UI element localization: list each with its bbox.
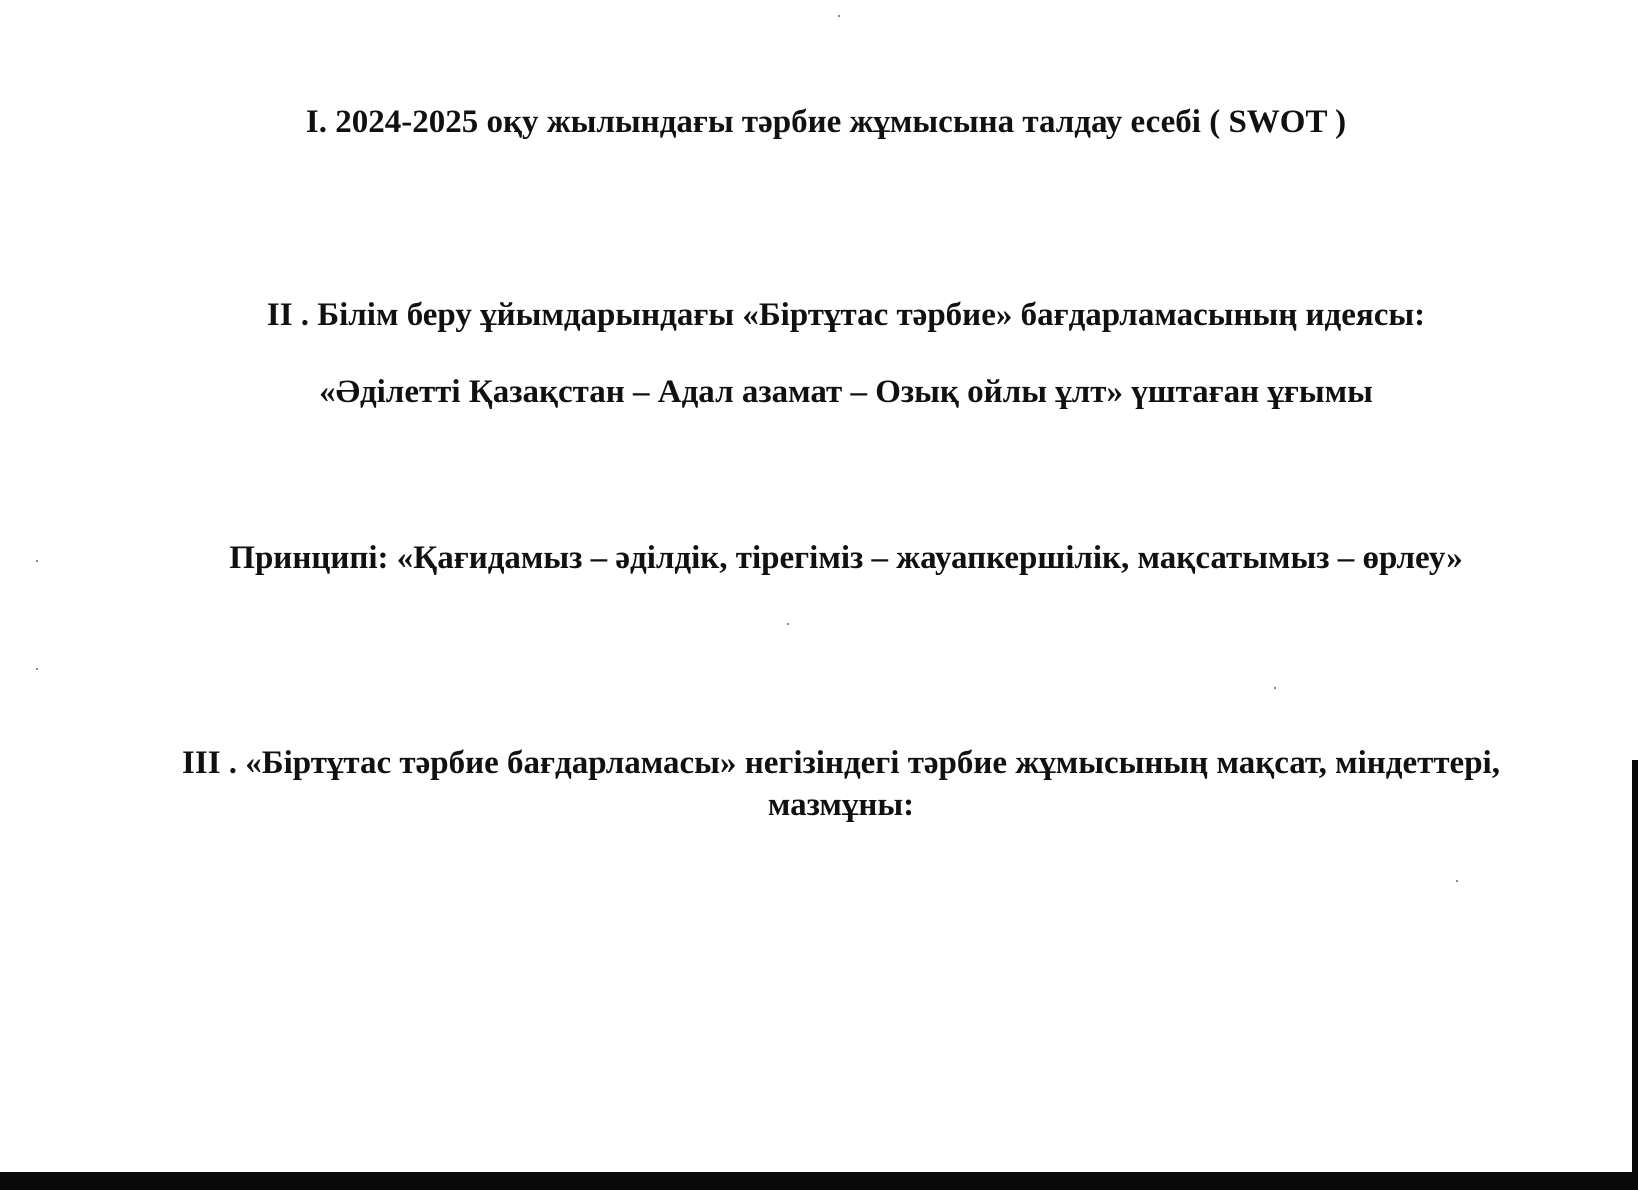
scan-bottom-edge [0, 1172, 1638, 1190]
scan-speck [36, 668, 38, 670]
scan-speck [1274, 687, 1276, 689]
scan-speck [787, 623, 789, 625]
scan-right-edge [1632, 760, 1638, 1190]
scan-speck [36, 560, 38, 562]
section-1-heading: І. 2024-2025 оқу жылындағы тәрбие жұмысына талдау есебі ( SWOT ) [305, 104, 1347, 140]
program-idea: «Әділетті Қазақстан – Адал азамат – Озық ойлы ұлт» үштаған ұғымы [319, 374, 1373, 410]
section-3-heading-line-1: ІІІ . «Біртұтас тәрбие бағдарламасы» негізіндегі тәрбие жұмысының мақсат, міндеттері, [182, 745, 1500, 781]
section-2-heading: ІІ . Білім беру ұйымдарындағы «Біртұтас тәрбие» бағдарламасының идеясы: [266, 297, 1426, 333]
program-principle: Принципі: «Қағидамыз – әділдік, тірегіміз – жауапкершілік, мақсатымыз – өрлеу» [229, 540, 1463, 576]
scan-speck [838, 15, 840, 17]
scan-speck [1456, 880, 1458, 882]
section-3-heading-line-2: мазмұны: [767, 787, 915, 823]
